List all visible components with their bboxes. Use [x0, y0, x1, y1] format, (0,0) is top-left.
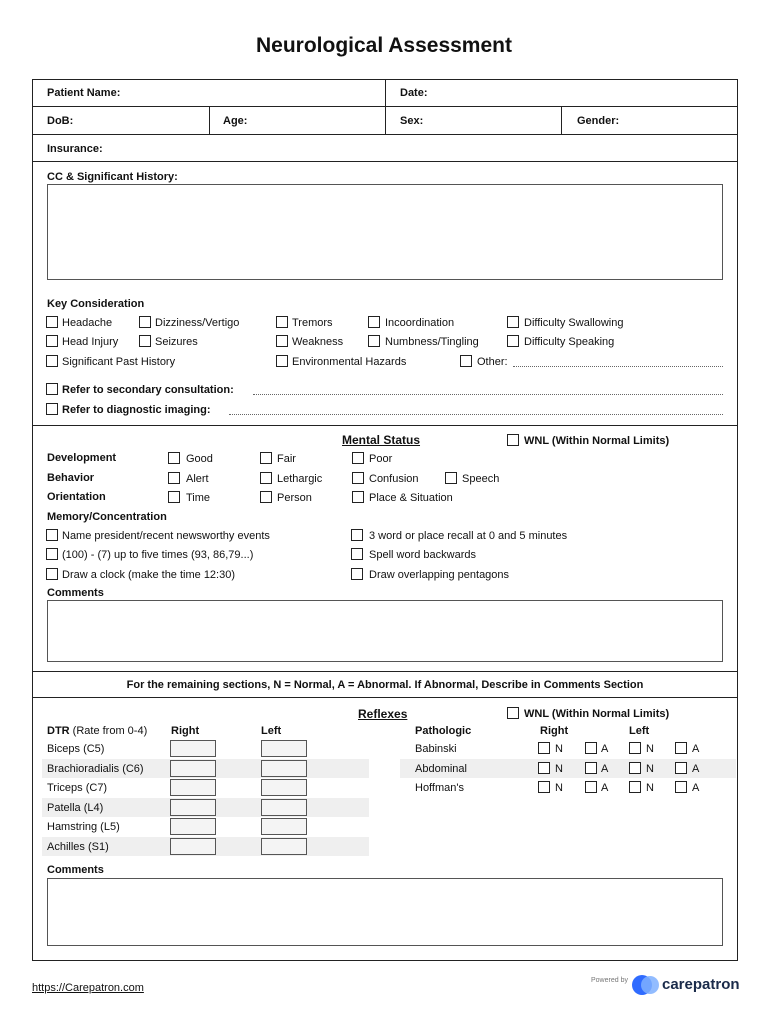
dizziness-checkbox[interactable]: [139, 316, 151, 328]
mental-comments-textbox[interactable]: [47, 600, 723, 662]
babinski-left-n-checkbox[interactable]: [629, 742, 641, 754]
hamstring-left-input[interactable]: [261, 818, 307, 835]
insurance-field[interactable]: Insurance:: [47, 143, 103, 155]
abdominal-label: Abdominal: [415, 763, 467, 775]
weakness-label: Weakness: [292, 336, 344, 348]
divider: [561, 106, 562, 134]
refer-imaging-checkbox[interactable]: [46, 403, 58, 415]
n-label: N: [646, 763, 654, 775]
other-checkbox[interactable]: [460, 355, 472, 367]
refer-secondary-line[interactable]: [253, 394, 723, 395]
brachioradialis-label: Brachioradialis (C6): [47, 763, 144, 775]
divider: [32, 671, 738, 672]
divider: [32, 697, 738, 698]
abdominal-left-a-checkbox[interactable]: [675, 762, 687, 774]
n-label: N: [555, 763, 563, 775]
pathologic-header: Pathologic: [415, 725, 472, 737]
confusion-checkbox[interactable]: [352, 472, 364, 484]
triceps-label: Triceps (C7): [47, 782, 108, 794]
alert-label: Alert: [186, 473, 209, 485]
refer-secondary-checkbox[interactable]: [46, 383, 58, 395]
path-left-header: Left: [629, 725, 650, 737]
hoffmans-left-a-checkbox[interactable]: [675, 781, 687, 793]
divider: [32, 134, 738, 135]
achilles-left-input[interactable]: [261, 838, 307, 855]
dtr-right-header: Right: [171, 725, 200, 737]
cc-history-textbox[interactable]: [47, 184, 723, 280]
a-label: A: [692, 743, 700, 755]
a-label: A: [601, 763, 609, 775]
confusion-label: Confusion: [369, 473, 419, 485]
dtr-left-header: Left: [261, 725, 282, 737]
hoffmans-right-a-checkbox[interactable]: [585, 781, 597, 793]
orientation-label: Orientation: [47, 491, 106, 503]
mental-wnl-checkbox[interactable]: [507, 434, 519, 446]
speech-label: Speech: [462, 473, 500, 485]
hamstring-label: Hamstring (L5): [47, 821, 120, 833]
brachioradialis-right-input[interactable]: [170, 760, 216, 777]
poor-label: Poor: [369, 453, 393, 465]
name-president-checkbox[interactable]: [46, 529, 58, 541]
carepatron-link[interactable]: https://Carepatron.com: [32, 982, 144, 994]
tremors-checkbox[interactable]: [276, 316, 288, 328]
achilles-right-input[interactable]: [170, 838, 216, 855]
abdominal-right-a-checkbox[interactable]: [585, 762, 597, 774]
name-president-label: Name president/recent newsworthy events: [62, 530, 270, 542]
triceps-right-input[interactable]: [170, 779, 216, 796]
word-recall-checkbox[interactable]: [351, 529, 363, 541]
a-label: A: [692, 763, 700, 775]
head-injury-checkbox[interactable]: [46, 335, 58, 347]
headache-checkbox[interactable]: [46, 316, 58, 328]
serial-sevens-label: (100) - (7) up to five times (93, 86,79...): [62, 549, 254, 561]
babinski-left-a-checkbox[interactable]: [675, 742, 687, 754]
patella-label: Patella (L4): [47, 802, 104, 814]
biceps-label: Biceps (C5): [47, 743, 105, 755]
numbness-checkbox[interactable]: [368, 335, 380, 347]
reflexes-comments-label: Comments: [47, 864, 104, 876]
incoordination-label: Incoordination: [385, 317, 455, 329]
hoffmans-right-n-checkbox[interactable]: [538, 781, 550, 793]
reflexes-wnl-label: WNL (Within Normal Limits): [524, 708, 670, 720]
babinski-right-a-checkbox[interactable]: [585, 742, 597, 754]
date-field[interactable]: Date:: [400, 87, 428, 99]
fair-label: Fair: [277, 453, 296, 465]
weakness-checkbox[interactable]: [276, 335, 288, 347]
babinski-label: Babinski: [415, 743, 457, 755]
draw-clock-label: Draw a clock (make the time 12:30): [62, 569, 236, 581]
behavior-label: Behavior: [47, 472, 95, 484]
biceps-right-input[interactable]: [170, 740, 216, 757]
alert-checkbox[interactable]: [168, 472, 180, 484]
refer-secondary-label: Refer to secondary consultation:: [62, 384, 234, 396]
path-right-header: Right: [540, 725, 569, 737]
difficulty-swallowing-checkbox[interactable]: [507, 316, 519, 328]
dtr-label: DTR: [47, 725, 70, 737]
dizziness-label: Dizziness/Vertigo: [155, 317, 240, 329]
sex-field[interactable]: Sex:: [400, 115, 424, 127]
reflexes-wnl-checkbox[interactable]: [507, 707, 519, 719]
babinski-right-n-checkbox[interactable]: [538, 742, 550, 754]
biceps-left-input[interactable]: [261, 740, 307, 757]
patella-left-input[interactable]: [261, 799, 307, 816]
divider: [32, 161, 738, 162]
good-checkbox[interactable]: [168, 452, 180, 464]
key-consideration-heading: Key Consideration: [47, 298, 145, 310]
reflexes-heading: Reflexes: [358, 707, 408, 721]
n-label: N: [555, 743, 563, 755]
instruction-text: For the remaining sections, N = Normal, A = Abnormal. If Abnormal, Describe in Comments Section: [126, 679, 644, 691]
good-label: Good: [186, 453, 213, 465]
draw-clock-checkbox[interactable]: [46, 568, 58, 580]
poor-checkbox[interactable]: [352, 452, 364, 464]
mental-status-heading: Mental Status: [342, 433, 421, 447]
numbness-label: Numbness/Tingling: [385, 336, 479, 348]
divider: [385, 79, 386, 134]
time-label: Time: [186, 492, 211, 504]
headache-label: Headache: [62, 317, 113, 329]
a-label: A: [692, 782, 700, 794]
incoordination-checkbox[interactable]: [368, 316, 380, 328]
dtr-rate: (Rate from 0-4): [72, 725, 148, 737]
speech-checkbox[interactable]: [445, 472, 457, 484]
past-history-label: Significant Past History: [62, 356, 176, 368]
seizures-checkbox[interactable]: [139, 335, 151, 347]
refer-imaging-label: Refer to diagnostic imaging:: [62, 404, 211, 416]
carepatron-brand: carepatron: [662, 976, 740, 993]
dtr-header: [47, 725, 147, 737]
n-label: N: [555, 782, 563, 794]
lethargic-label: Lethargic: [277, 473, 323, 485]
age-field[interactable]: Age:: [223, 115, 248, 127]
serial-sevens-checkbox[interactable]: [46, 548, 58, 560]
refer-imaging-line[interactable]: [229, 414, 723, 415]
environmental-label: Environmental Hazards: [292, 356, 407, 368]
word-recall-label: 3 word or place recall at 0 and 5 minutes: [369, 530, 568, 542]
place-label: Place & Situation: [369, 492, 453, 504]
difficulty-swallowing-label: Difficulty Swallowing: [524, 317, 624, 329]
other-label: Other:: [477, 356, 508, 368]
a-label: A: [601, 743, 609, 755]
spell-backwards-checkbox[interactable]: [351, 548, 363, 560]
patella-right-input[interactable]: [170, 799, 216, 816]
hoffmans-label: Hoffman's: [415, 782, 464, 794]
time-checkbox[interactable]: [168, 491, 180, 503]
person-checkbox[interactable]: [260, 491, 272, 503]
achilles-label: Achilles (S1): [47, 841, 109, 853]
fair-checkbox[interactable]: [260, 452, 272, 464]
mental-wnl-label: WNL (Within Normal Limits): [524, 435, 670, 447]
abdominal-right-n-checkbox[interactable]: [538, 762, 550, 774]
divider: [32, 425, 738, 426]
tremors-label: Tremors: [292, 317, 333, 329]
hamstring-right-input[interactable]: [170, 818, 216, 835]
difficulty-speaking-checkbox[interactable]: [507, 335, 519, 347]
n-label: N: [646, 743, 654, 755]
seizures-label: Seizures: [155, 336, 198, 348]
spell-backwards-label: Spell word backwards: [369, 549, 476, 561]
page-title: Neurological Assessment: [256, 34, 512, 57]
gender-field[interactable]: Gender:: [577, 115, 620, 127]
pentagons-checkbox[interactable]: [351, 568, 363, 580]
abdominal-left-n-checkbox[interactable]: [629, 762, 641, 774]
environmental-checkbox[interactable]: [276, 355, 288, 367]
n-label: N: [646, 782, 654, 794]
patient-name-field[interactable]: Patient Name:: [47, 87, 121, 99]
a-label: A: [601, 782, 609, 794]
pentagons-label: Draw overlapping pentagons: [369, 569, 510, 581]
development-label: Development: [47, 452, 117, 464]
hoffmans-left-n-checkbox[interactable]: [629, 781, 641, 793]
dob-field[interactable]: DoB:: [47, 115, 74, 127]
triceps-left-input[interactable]: [261, 779, 307, 796]
mental-comments-label: Comments: [47, 587, 104, 599]
difficulty-speaking-label: Difficulty Speaking: [524, 336, 615, 348]
carepatron-logo-icon: [631, 974, 661, 996]
divider: [209, 106, 210, 134]
reflexes-comments-textbox[interactable]: [47, 878, 723, 946]
past-history-checkbox[interactable]: [46, 355, 58, 367]
place-checkbox[interactable]: [352, 491, 364, 503]
lethargic-checkbox[interactable]: [260, 472, 272, 484]
person-label: Person: [277, 492, 312, 504]
powered-by-text: Powered by: [591, 977, 628, 984]
brachioradialis-left-input[interactable]: [261, 760, 307, 777]
cc-history-label: CC & Significant History:: [47, 171, 178, 183]
memory-label: Memory/Concentration: [47, 511, 167, 523]
other-line[interactable]: [513, 366, 723, 367]
head-injury-label: Head Injury: [62, 336, 119, 348]
